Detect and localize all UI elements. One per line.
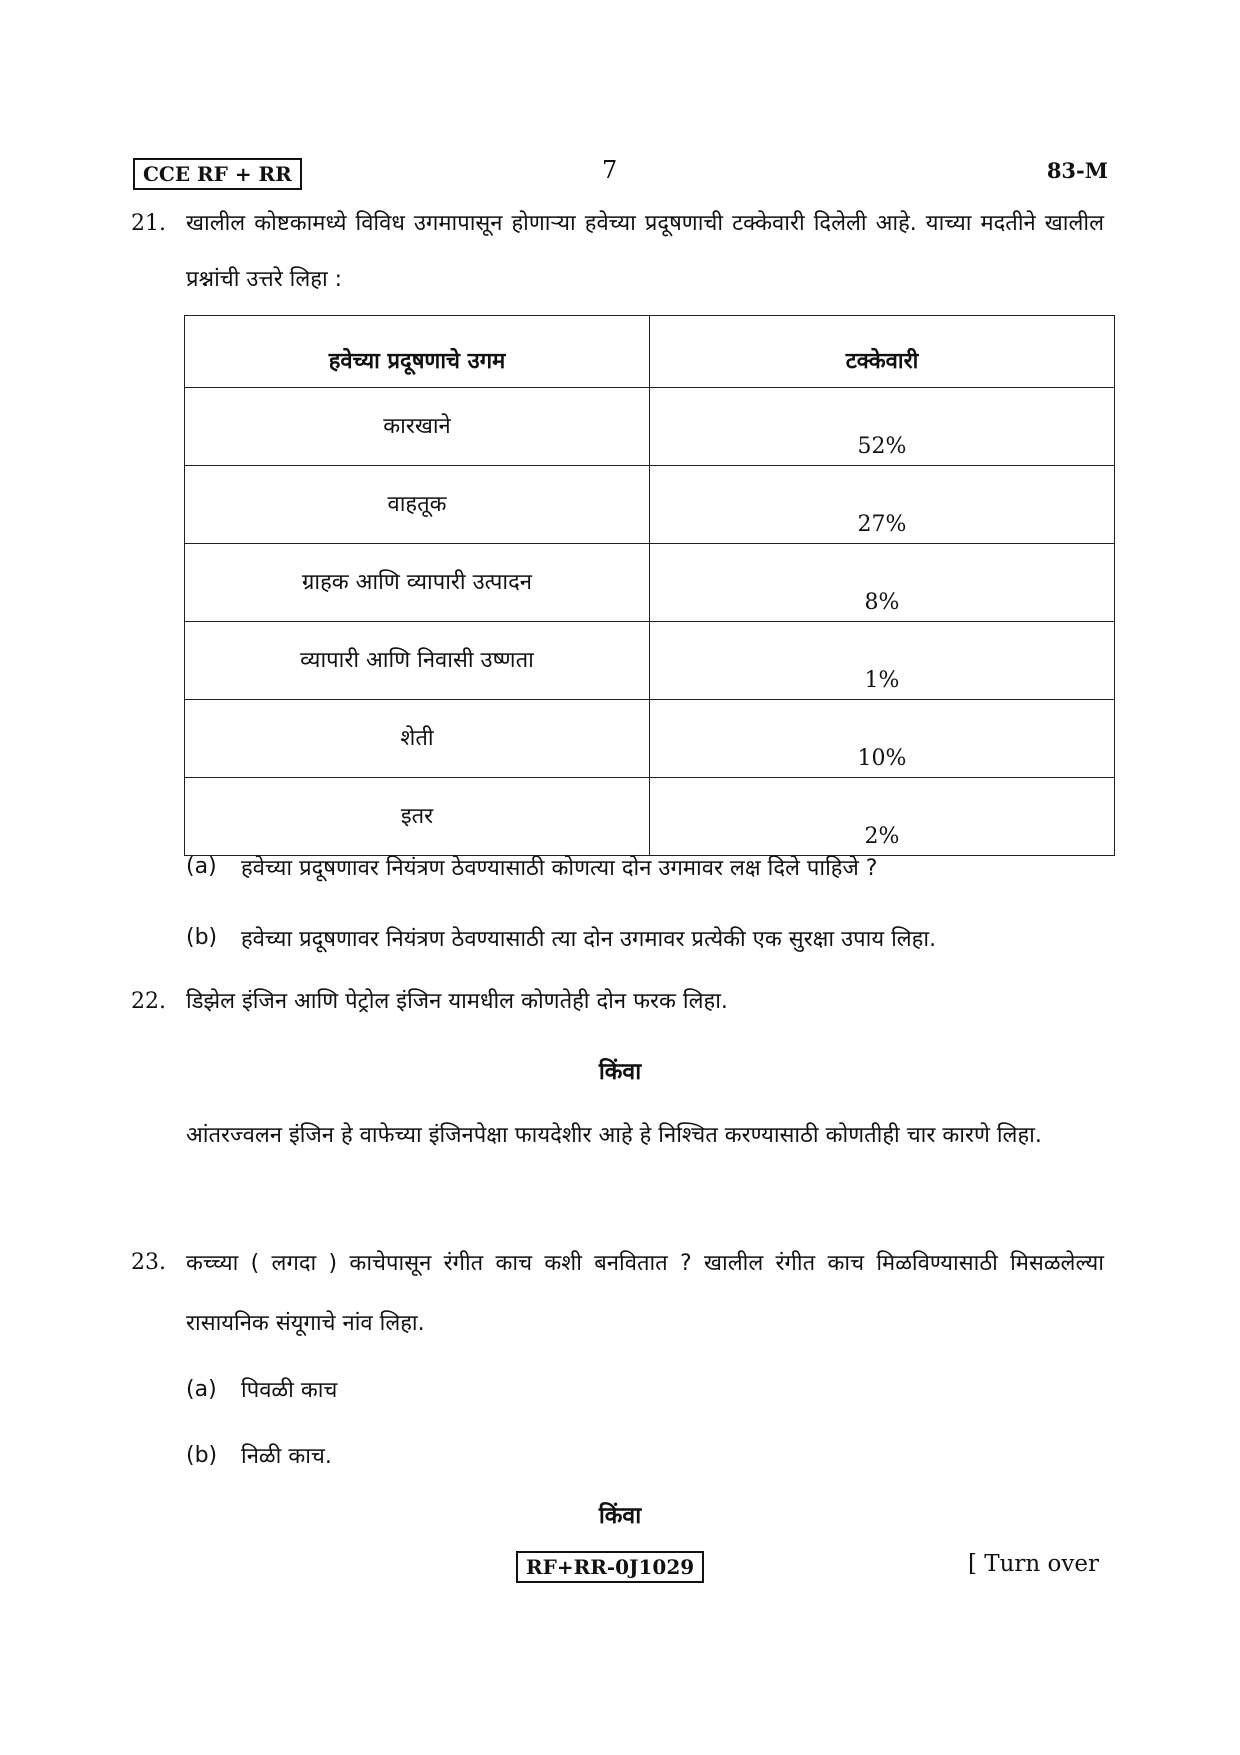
or-label: किंवा: [598, 1503, 642, 1529]
table-header-row: [185, 316, 1115, 388]
column-header-source: हवेच्या प्रदूषणाचे उगम: [185, 316, 650, 388]
source-cell: कारखाने: [185, 388, 650, 466]
source-cell: ग्राहक आणि व्यापारी उत्पादन: [185, 544, 650, 622]
percent-cell: 1%: [650, 622, 1115, 700]
question-21a-text: हवेच्या प्रदूषणावर नियंत्रण ठेवण्यासाठी कोणत्या दोन उगमावर लक्ष दिले पाहिजे ?: [241, 856, 878, 881]
table-row: [185, 466, 1115, 544]
percent-cell: 8%: [650, 544, 1115, 622]
question-22-alternative-text: आंतरज्वलन इंजिन हे वाफेच्या इंजिनपेक्षा फायदेशीर आहे हे निश्चित करण्यासाठी कोणतीही चार कारणे लिहा.: [186, 1123, 1042, 1148]
question-21a-label: (a): [186, 854, 217, 879]
percent-cell: 52%: [650, 388, 1115, 466]
question-21-text: खालील कोष्टकामध्ये विविध उगमापासून होणाऱ्या हवेच्या प्रदूषणाची टक्केवारी दिलेली आहे. याच्या मदतीने खालील प्रश्नांची उत्तरे लिहा :: [186, 211, 1104, 292]
table-row: [185, 544, 1115, 622]
table-row: [185, 622, 1115, 700]
turn-over-note: [ Turn over: [967, 1551, 1099, 1577]
question-23a-label: (a): [186, 1377, 217, 1402]
question-22-text: डिझेल इंजिन आणि पेट्रोल इंजिन यामधील कोणतेही दोन फरक लिहा.: [186, 989, 728, 1014]
pollution-sources-table: [184, 315, 1115, 856]
question-21b-text: हवेच्या प्रदूषणावर नियंत्रण ठेवण्यासाठी त्या दोन उगमावर प्रत्येकी एक सुरक्षा उपाय लिहा.: [241, 927, 937, 952]
source-cell: व्यापारी आणि निवासी उष्णता: [185, 622, 650, 700]
source-cell: शेती: [185, 700, 650, 778]
or-label: किंवा: [598, 1059, 642, 1085]
question-21-number: 21.: [131, 211, 166, 236]
percent-cell: 2%: [650, 778, 1115, 856]
source-cell: इतर: [185, 778, 650, 856]
footer-paper-code: RF+RR-0J1029: [516, 1551, 704, 1583]
page-number: 7: [602, 156, 618, 184]
question-23a-text: पिवळी काच: [241, 1378, 338, 1403]
question-23-number: 23.: [131, 1250, 166, 1275]
table-row: [185, 388, 1115, 466]
source-cell: वाहतूक: [185, 466, 650, 544]
subject-code: 83-M: [1046, 158, 1108, 183]
percent-cell: 27%: [650, 466, 1115, 544]
header-exam-code: CCE RF + RR: [133, 158, 302, 190]
table-row: [185, 778, 1115, 856]
percent-cell: 10%: [650, 700, 1115, 778]
question-22-number: 22.: [131, 989, 166, 1014]
table-row: [185, 700, 1115, 778]
question-23b-label: (b): [186, 1443, 218, 1468]
column-header-percent: टक्केवारी: [650, 316, 1115, 388]
question-21b-label: (b): [186, 925, 218, 950]
question-23-text: कच्च्या ( लगदा ) काचेपासून रंगीत काच कशी बनवितात ? खालील रंगीत काच मिळविण्यासाठी मिसळलेल्या रासायनिक संयूगाचे नांव लिहा.: [186, 1251, 1104, 1336]
question-23b-text: निळी काच.: [241, 1444, 332, 1469]
